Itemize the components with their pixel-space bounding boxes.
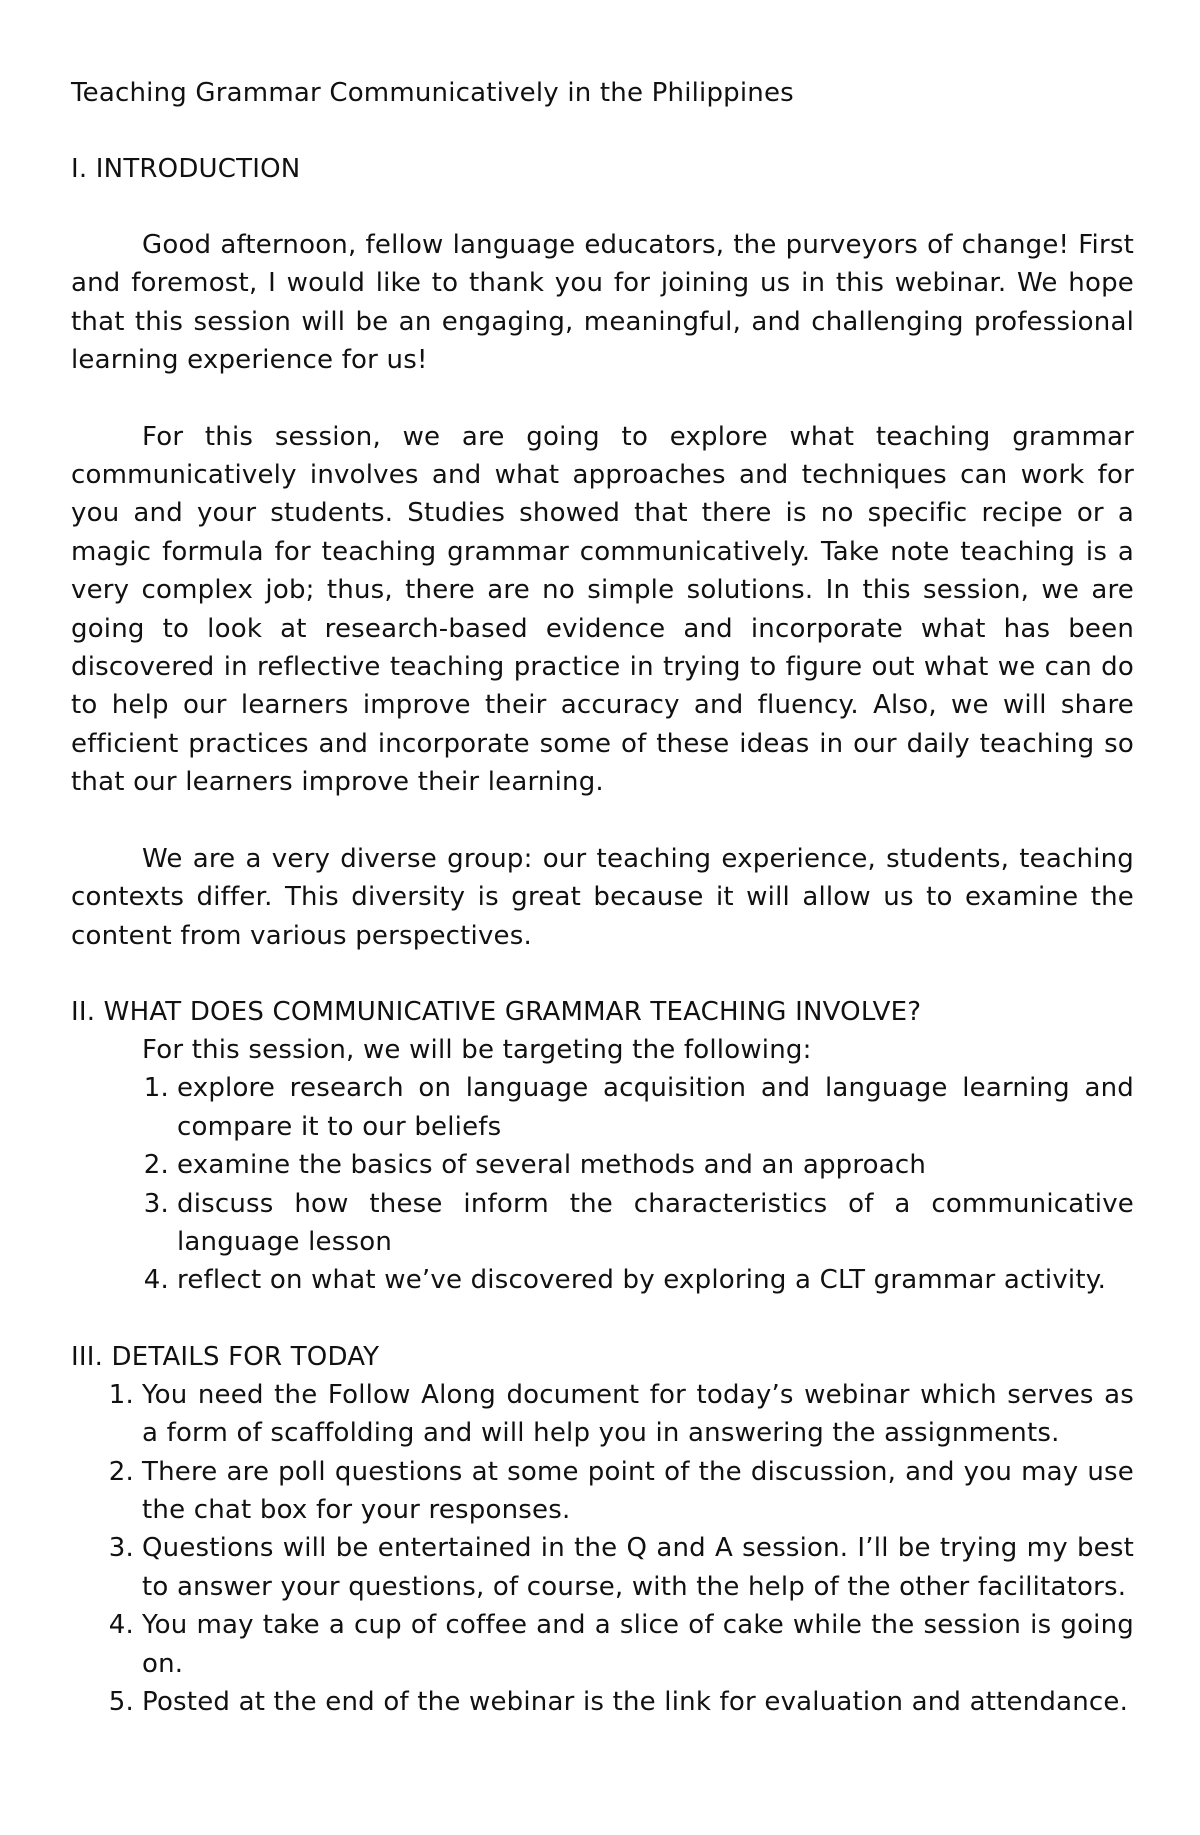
list-item xyxy=(143,1185,1134,1262)
list-item-text: There are poll questions at some point of the discussion, and you may use the chat box for your responses. xyxy=(142,1456,1134,1525)
list-item-number: 1. xyxy=(108,1379,134,1410)
section-heading-involve: II. WHAT DOES COMMUNICATIVE GRAMMAR TEACHING INVOLVE? xyxy=(71,996,922,1027)
list-item-text: examine the basics of several methods and an approach xyxy=(177,1150,927,1181)
list-item xyxy=(108,1683,1134,1721)
list-item xyxy=(108,1529,1134,1606)
intro-paragraph-1: Good afternoon, fellow language educators, the purveyors of change! First and foremost, I would like to thank you for joining us in this webinar. We hope that this session will be an engaging, meaningful, and challenging professional learning experience for us! xyxy=(71,230,1134,376)
objectives-list xyxy=(143,1069,1134,1299)
section-heading-details: III. DETAILS FOR TODAY xyxy=(71,1341,380,1372)
list-item xyxy=(108,1376,1134,1453)
list-item-text: explore research on language acquisition and language learning and compare it to our beliefs xyxy=(177,1073,1134,1142)
list-item-number: 5. xyxy=(108,1687,134,1717)
document-page xyxy=(71,74,1134,1721)
section-heading-introduction: I. INTRODUCTION xyxy=(71,154,301,184)
list-item-text: discuss how these inform the characteristics of a communicative language lesson xyxy=(177,1188,1134,1257)
list-item-number: 3. xyxy=(143,1188,169,1219)
list-item-text: You may take a cup of coffee and a slice of cake while the session is going on. xyxy=(142,1610,1134,1679)
details-list xyxy=(108,1376,1134,1722)
intro-paragraph-3: We are a very diverse group: our teaching experience, students, teaching contexts differ. This diversity is great because it will allow us to examine the content from various perspectives. xyxy=(71,843,1134,951)
list-item xyxy=(143,1069,1134,1146)
list-item xyxy=(108,1453,1134,1530)
list-item-text: reflect on what we’ve discovered by exploring a CLT grammar activity. xyxy=(177,1265,1107,1296)
intro-paragraph-2: For this session, we are going to explore what teaching grammar communicatively involves and what approaches and techniques can work for you and your students. Studies showed that there is no specific recipe or a magic formula for teaching grammar communicatively. Take note teaching is a very complex job; thus, there are no simple solutions. In this session, we are going to look at research-based evidence and incorporate what has been discovered in reflective teaching practice in trying to figure out what we can do to help our learners improve their accuracy and fluency. Also, we will share efficient practices and incorporate some of these ideas in our daily teaching so that our learners improve their learning. xyxy=(71,421,1134,798)
document-title: Teaching Grammar Communicatively in the Philippines xyxy=(71,78,794,108)
list-item-number: 2. xyxy=(108,1456,134,1487)
list-item-text: Posted at the end of the webinar is the link for evaluation and attendance. xyxy=(142,1687,1129,1717)
list-item-number: 3. xyxy=(108,1533,134,1564)
list-item xyxy=(143,1261,1134,1299)
list-item-text: Questions will be entertained in the Q and A session. I’ll be trying my best to answer your questions, of course, with the help of the other facilitators. xyxy=(142,1533,1134,1602)
list-item-number: 2. xyxy=(143,1150,169,1181)
list-item-number: 4. xyxy=(108,1610,134,1641)
involve-lead-text: For this session, we will be targeting the following: xyxy=(142,1034,812,1065)
list-item-number: 1. xyxy=(143,1073,169,1104)
list-item-text: You need the Follow Along document for today’s webinar which serves as a form of scaffolding and will help you in answering the assignments. xyxy=(142,1379,1134,1449)
list-item-number: 4. xyxy=(143,1265,169,1296)
list-item xyxy=(108,1606,1134,1683)
list-item xyxy=(143,1146,1134,1184)
